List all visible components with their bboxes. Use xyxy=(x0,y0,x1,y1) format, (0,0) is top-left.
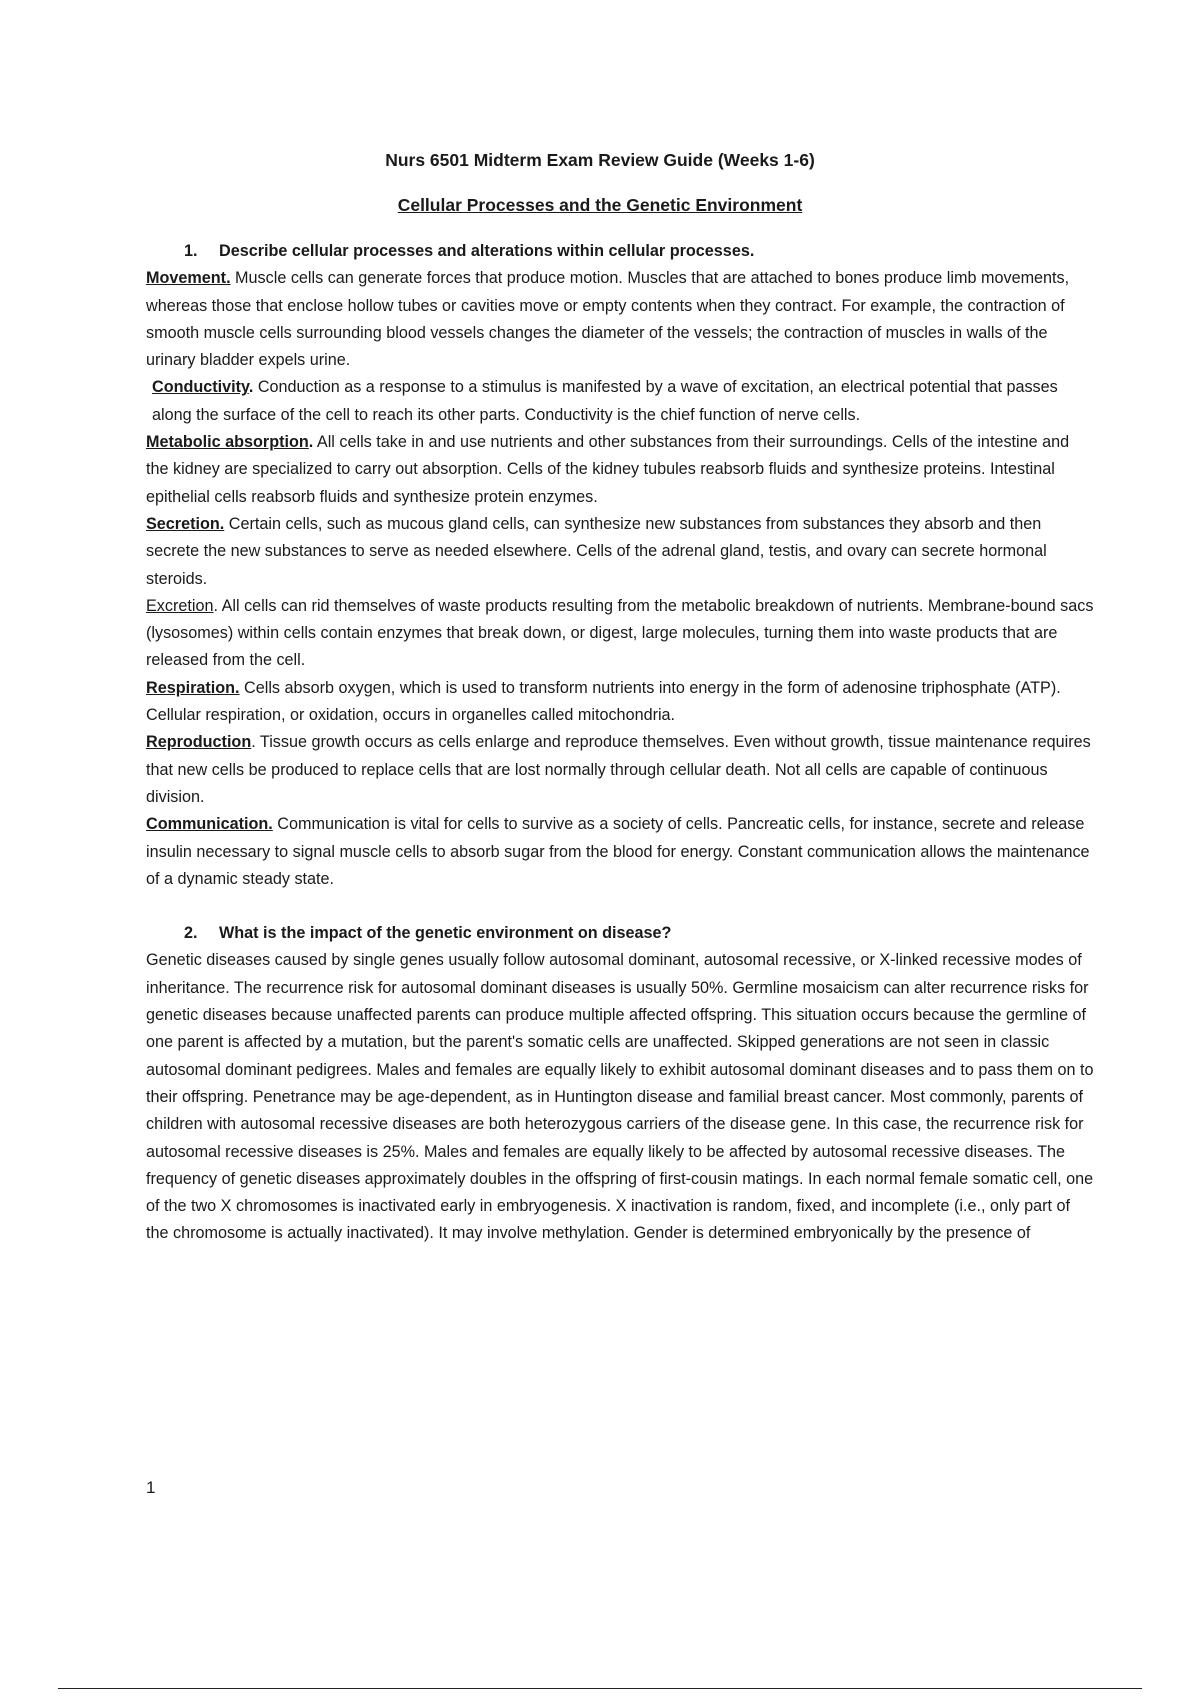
process-secretion xyxy=(146,511,1096,593)
question-2-text: What is the impact of the genetic environment on disease? xyxy=(219,924,672,943)
process-body-reproduction: Tissue growth occurs as cells enlarge and reproduce themselves. Even without growth, tissue maintenance requires that new cells be produced to replace cells that are lost normally through cellular death. Not all cells are capable of continuous division. xyxy=(146,733,1091,806)
process-term-communication: Communication. xyxy=(146,815,273,834)
process-conductivity: Conductivity. Conduction as a response to a stimulus is manifested by a wave of excitation, an electrical potential that passes along the surface of the cell to reach its other parts. Conductivity is the chief function of nerve cells. xyxy=(152,378,1058,424)
process-communication xyxy=(146,811,1096,893)
page-number: 1 xyxy=(146,1478,156,1497)
process-body-respiration: Cells absorb oxygen, which is used to transform nutrients into energy in the form of adenosine triphosphate (ATP). Cellular respiration, or oxidation, occurs in organelles called mitochondria. xyxy=(146,678,1061,725)
question-1 xyxy=(146,238,1096,265)
process-movement: Movement. Muscle cells can generate forces that produce motion. Muscles that are attached to bones produce limb movements, whereas those that enclose hollow tubes or cavities move or empty contents when they contract. For example, the contraction of smooth muscle cells surrounding blood vessels changes the diameter of the vessels; the contraction of muscles in walls of the urinary bladder expels urine. xyxy=(146,269,1070,370)
footer-divider xyxy=(58,1688,1142,1689)
question-1-text: Describe cellular processes and alterations within cellular processes. xyxy=(219,242,755,260)
process-reproduction: Reproduction. Tissue growth occurs as cells enlarge and reproduce themselves. Even without growth, tissue maintenance requires that new cells be produced to replace cells that are lost normally through cellular death. Not all cells are capable of continuous division. xyxy=(146,733,1091,806)
document-title: Nurs 6501 Midterm Exam Review Guide (Weeks 1-6) xyxy=(385,150,815,170)
process-respiration xyxy=(146,675,1096,730)
process-term-secretion: Secretion. xyxy=(146,514,225,533)
genetics-paragraph: Genetic diseases caused by single genes usually follow autosomal dominant, autosomal recessive, or X-linked recessive modes of inheritance. The recurrence risk for autosomal dominant diseases is usually 50%. Germline mosaicism can alter recurrence risks for genetic diseases because unaffected parents can produce multiple affected offspring. This situation occurs because the germline of one parent is affected by a mutation, but the parent's somatic cells are unaffected. Skipped generations are not seen in classic autosomal dominant pedigrees. Males and females are equally likely to exhibit autosomal dominant diseases and to pass them on to their offspring. Penetrance may be age-dependent, as in Huntington disease and familial breast cancer. Most commonly, parents of children with autosomal recessive diseases are both heterozygous carriers of the disease gene. In this case, the recurrence risk for autosomal recessive diseases is 25%. Males and females are equally likely to be affected by autosomal recessive diseases. The frequency of genetic diseases approximately doubles in the offspring of first-cousin matings. In each normal female somatic cell, one of the two X chromosomes is inactivated early in embryogenesis. X inactivation is random, fixed, and incomplete (i.e., only part of the chromosome is actually inactivated). It may involve methylation. Gender is determined embryonically by the presence of xyxy=(146,951,1094,1243)
process-term-reproduction: Reproduction xyxy=(146,733,252,752)
process-excretion: Excretion. All cells can rid themselves of waste products resulting from the metabolic breakdown of nutrients. Membrane-bound sacs (lysosomes) within cells contain enzymes that break down, or digest, large molecules, turning them into waste products that are released from the cell. xyxy=(146,596,1094,670)
process-body-conductivity: Conduction as a response to a stimulus is manifested by a wave of excitation, an electrical potential that passes along the surface of the cell to reach its other parts. Conductivity is the chief function of nerve cells. xyxy=(152,378,1058,424)
paragraph-spacer xyxy=(146,893,1096,920)
process-body-movement: Muscle cells can generate forces that produce motion. Muscles that are attached to bones produce limb movements, whereas those that enclose hollow tubes or cavities move or empty contents when they contract. For example, the contraction of smooth muscle cells surrounding blood vessels changes the diameter of the vessels; the contraction of muscles in walls of the urinary bladder expels urine. xyxy=(146,269,1070,370)
process-term-conductivity: Conductivity xyxy=(152,378,249,397)
process-term-metabolic-absorption: Metabolic absorption xyxy=(146,433,309,452)
question-2-number: 2. xyxy=(184,924,198,943)
process-term-movement: Movement xyxy=(146,269,227,288)
question-1-number: 1. xyxy=(184,242,198,260)
process-body-metabolic-absorption: All cells take in and use nutrients and other substances from their surroundings. Cells of the intestine and the kidney are specialized to carry out absorption. Cells of the kidney tubules reabsorb fluids and synthesize proteins. Intestinal epithelial cells reabsorb fluids and synthesize protein enzymes. xyxy=(146,433,1070,506)
process-term-excretion: Excretion xyxy=(146,596,214,615)
process-body-communication: Communication is vital for cells to survive as a society of cells. Pancreatic cells, for instance, secrete and release insulin necessary to signal muscle cells to absorb sugar from the blood for energy. Constant communication allows the maintenance of a dynamic steady state. xyxy=(146,815,1090,888)
process-body-secretion: Certain cells, such as mucous gland cells, can synthesize new substances from substances they absorb and then secrete the new substances to serve as needed elsewhere. Cells of the adrenal gland, testis, and ovary can secrete hormonal steroids. xyxy=(146,514,1047,588)
process-body-excretion: All cells can rid themselves of waste products resulting from the metabolic breakdown of nutrients. Membrane-bound sacs (lysosomes) within cells contain enzymes that break down, or digest, large molecules, turning them into waste products that are released from the cell. xyxy=(146,596,1094,670)
document-subtitle: Cellular Processes and the Genetic Environment xyxy=(397,195,803,215)
question-2 xyxy=(146,920,1096,947)
process-term-respiration: Respiration. xyxy=(146,678,240,697)
process-metabolic-absorption: Metabolic absorption. All cells take in and use nutrients and other substances from their surroundings. Cells of the intestine and the kidney are specialized to carry out absorption. Cells of the kidney tubules reabsorb fluids and synthesize proteins. Intestinal epithelial cells reabsorb fluids and synthesize protein enzymes. xyxy=(146,433,1070,506)
document-body xyxy=(146,238,1096,1248)
